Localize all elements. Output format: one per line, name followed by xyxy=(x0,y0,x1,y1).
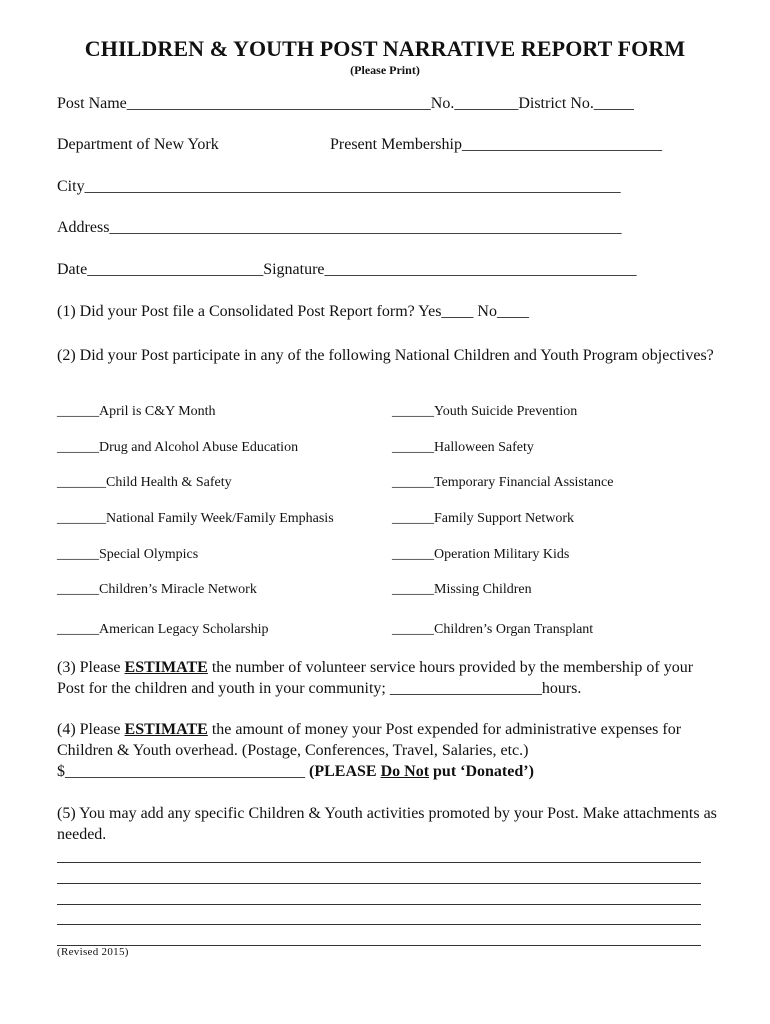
q3-prefix: (3) Please xyxy=(57,659,125,676)
question-4[interactable] xyxy=(57,719,717,782)
answer-line[interactable] xyxy=(57,945,701,946)
city-field[interactable]: City___________________________________________________________________ xyxy=(57,178,621,195)
objective-checkline[interactable]: ______Halloween Safety xyxy=(392,440,534,455)
objective-checkline[interactable]: ______Special Olympics xyxy=(57,547,199,562)
q4-note-close: put ‘Donated’) xyxy=(429,763,534,780)
q4-emphasis: ESTIMATE xyxy=(124,721,208,738)
objective-checkline[interactable]: ______Youth Suicide Prevention xyxy=(392,404,578,419)
objective-checkline[interactable]: ______April is C&Y Month xyxy=(57,404,216,419)
address-field[interactable]: Address________________________________________________________________ xyxy=(57,219,622,236)
revision-note: (Revised 2015) xyxy=(57,946,129,958)
department-label: Department of New York xyxy=(57,136,219,153)
objective-checkline[interactable]: _______National Family Week/Family Emphasis xyxy=(57,511,334,526)
objective-checkline[interactable]: ______Children’s Organ Transplant xyxy=(392,622,594,637)
question-5: (5) You may add any specific Children & Youth activities promoted by your Post. Make attachments as needed. xyxy=(57,805,717,843)
objective-checkline[interactable]: ______Operation Military Kids xyxy=(392,547,570,562)
q3-emphasis: ESTIMATE xyxy=(124,659,208,676)
question-2: (2) Did your Post participate in any of the following National Children and Youth Program objectives? xyxy=(57,347,714,364)
objective-checkline[interactable]: ______Temporary Financial Assistance xyxy=(392,475,614,490)
q4-prefix: (4) Please xyxy=(57,721,125,738)
q4-dollar-line[interactable]: $______________________________ xyxy=(57,763,309,780)
question-3[interactable] xyxy=(57,657,717,699)
q4-suffix: the amount of money your Post expended for administrative expenses for Children & Youth overhead. (Postage, Conferences, Travel, Salaries, etc.) xyxy=(57,721,682,759)
answer-line[interactable] xyxy=(57,883,701,884)
objective-checkline[interactable]: ______Missing Children xyxy=(392,582,532,597)
answer-line[interactable] xyxy=(57,904,701,905)
objective-checkline[interactable]: _______Child Health & Safety xyxy=(57,475,232,490)
objective-checkline[interactable]: ______Children’s Miracle Network xyxy=(57,582,257,597)
answer-line[interactable] xyxy=(57,862,701,863)
form-title: CHILDREN & YOUTH POST NARRATIVE REPORT FORM xyxy=(84,36,686,61)
answer-line[interactable] xyxy=(57,924,701,925)
question-1[interactable]: (1) Did your Post file a Consolidated Post Report form? Yes____ No____ xyxy=(57,303,529,320)
form-subtitle: (Please Print) xyxy=(350,63,420,77)
post-name-field[interactable]: Post Name______________________________________No.________District No._____ xyxy=(57,95,634,112)
q4-note-underlined: Do Not xyxy=(380,763,430,780)
q4-note-open: (PLEASE xyxy=(309,763,381,780)
objective-checkline[interactable]: ______Family Support Network xyxy=(392,511,574,526)
objective-checkline[interactable]: ______Drug and Alcohol Abuse Education xyxy=(57,440,299,455)
present-membership-field[interactable]: Present Membership_________________________ xyxy=(330,136,662,153)
objective-checkline[interactable]: ______American Legacy Scholarship xyxy=(57,622,269,637)
date-signature-field[interactable]: Date______________________Signature_______________________________________ xyxy=(57,261,637,278)
q3-suffix: the number of volunteer service hours provided by the membership of your Post for the children and youth in your community; ___________________hours. xyxy=(57,659,694,697)
